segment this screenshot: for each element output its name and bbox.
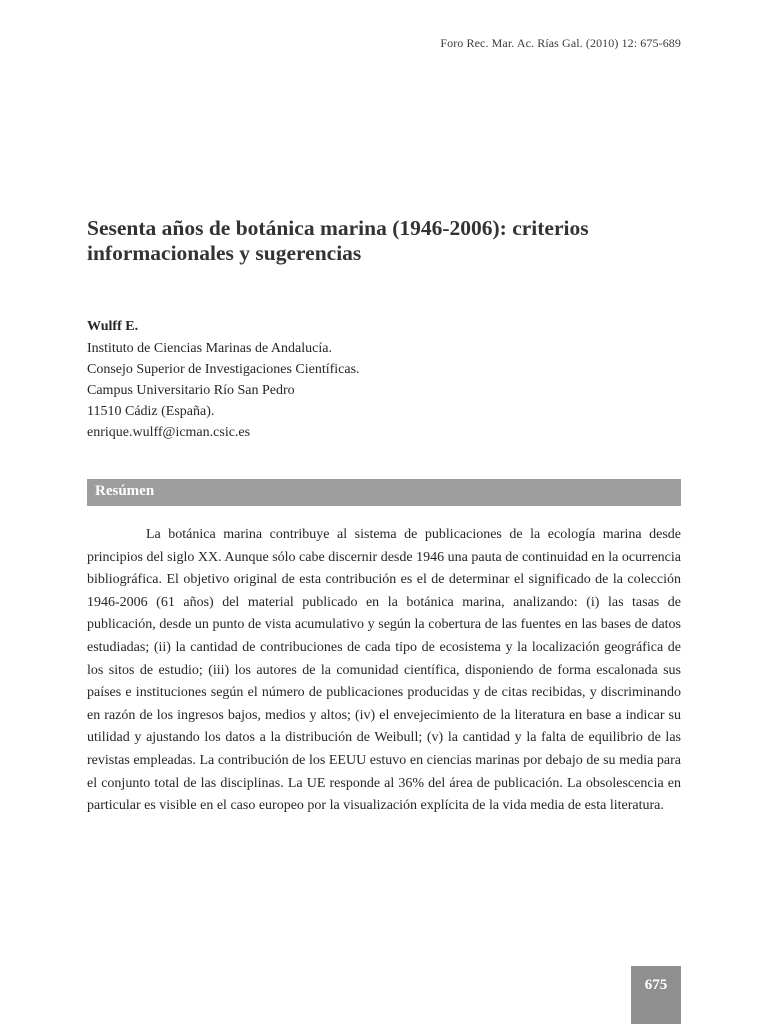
page-number-box	[631, 966, 681, 1024]
author-name: Wulff E.	[87, 319, 139, 334]
affiliation-city: 11510 Cádiz (España).	[87, 404, 215, 419]
author-email: enrique.wulff@icman.csic.es	[87, 425, 251, 440]
abstract-text: La botánica marina contribuye al sistema de publicaciones de la ecología marina desde principios del siglo XX. Aunque sólo cabe discernir desde 1946 una pauta de continuidad en la ocurrencia bibliográfica. El objetivo original de esta contribución es el de determinar el significado de la colección 1946-2006 (61 años) del material publicado en la botánica marina, analizando: (i) las tasas de publicación, desde un punto de vista acumulativo y según la cobertura de las fuentes en las bases de datos estudiadas; (ii) la cantidad de contribuciones de cada tipo de ecosistema y la localización geográfica de los sitos de estudio; (iii) los autores de la comunidad científica, disponiendo de forma escalonada sus países e instituciones según el número de publicaciones producidas y de citas recibidas, y discriminando en razón de los ingresos bajos, medios y altos; (iv) el envejecimiento de la literatura en base a indicar su utilidad y ajustando los datos a la distribución de Weibull; (v) la cantidad y la falta de equilibrio de las revistas empleadas. La contribución de los EEUU estuvo en ciencias marinas por debajo de su media para el conjunto total de las disciplinas. La UE responde al 36% del área de publicación. La obsolescencia en particular es visible en el caso europeo por la visualización explícita de la vida media de esta literatura.	[87, 527, 681, 814]
affiliation-council: Consejo Superior de Investigaciones Científicas.	[87, 362, 360, 377]
abstract-heading-bar	[87, 479, 681, 506]
article-title: Sesenta años de botánica marina (1946-2006): criterios informacionales y sugerencias	[87, 216, 589, 265]
author-block	[87, 316, 687, 443]
page-number: 675	[644, 977, 668, 993]
affiliation-institute: Instituto de Ciencias Marinas de Andalucía.	[87, 341, 332, 356]
abstract-heading: Resúmen	[95, 483, 155, 499]
running-head: Foro Rec. Mar. Ac. Rías Gal. (2010) 12: 675-689	[440, 36, 681, 50]
affiliation-campus: Campus Universitario Río San Pedro	[87, 383, 295, 398]
